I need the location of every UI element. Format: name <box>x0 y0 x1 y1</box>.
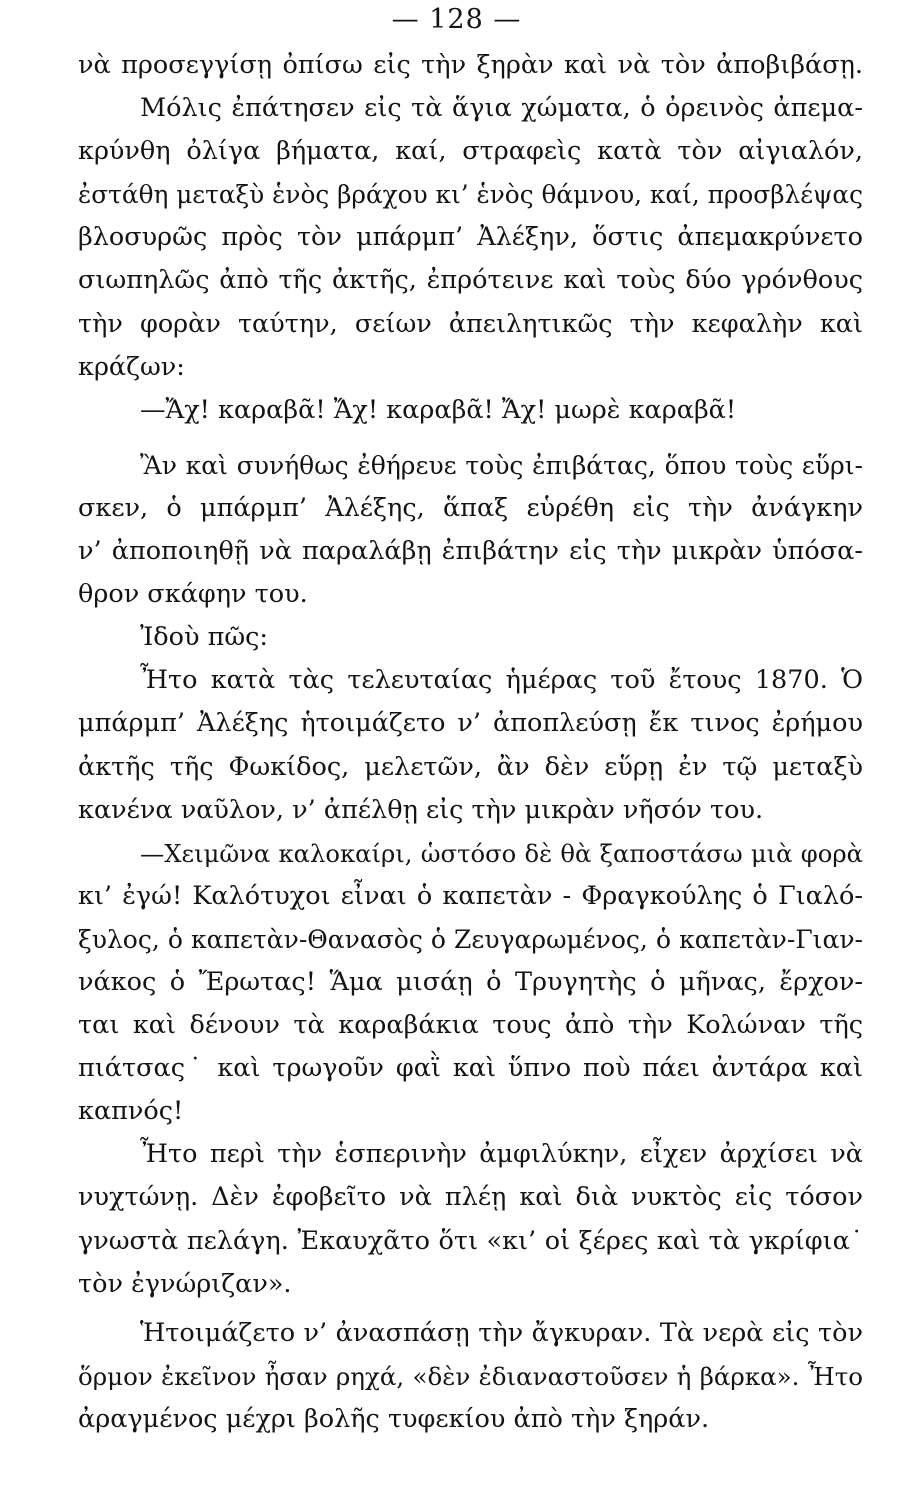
text-line: ξυλος, ὁ καπετὰν-Θανασὸς ὁ Ζευγαρωμένος, ὁ καπετὰν-Γιαν- <box>78 924 863 954</box>
text-line: θρον σκάφην του. <box>78 579 308 610</box>
text-line: Ἡτοιμάζετο ν’ ἀνασπάσῃ τὴν ἄγκυραν. Τὰ νερὰ εἰς τὸν <box>140 1317 863 1348</box>
text-line: κανένα ναῦλον, ν’ ἀπέλθῃ εἰς τὴν μικρὰν νῆσόν του. <box>78 794 764 825</box>
text-line: Ἰδοὺ πῶς: <box>140 622 269 653</box>
text-line: ν’ ἀποποιηθῇ νὰ παραλάβῃ ἐπιβάτην εἰς τὴν μικρὰν ὑπόσα- <box>78 536 863 567</box>
text-line: κι’ ἐγώ! Καλότυχοι εἶναι ὁ καπετὰν - Φραγκούλης ὁ Γιαλό- <box>78 880 863 911</box>
text-line: ἀραγμένος μέχρι βολῆς τυφεκίου ἀπὸ τὴν ξηράν. <box>78 1403 710 1434</box>
text-line: —Χειμῶνα καλοκαίρι, ὡστόσο δὲ θὰ ξαποστάσω μιὰ φορὰ <box>140 838 863 868</box>
text-line: κράζων: <box>78 351 185 382</box>
text-line: νάκος ὁ Ἔρωτας! Ἅμα μισάῃ ὁ Τρυγητὴς ὁ μῆνας, ἔρχον- <box>78 966 863 997</box>
text-line: τὸν ἐγνώριζαν». <box>78 1268 292 1299</box>
text-line: καπνός! <box>78 1096 184 1127</box>
text-line: πιάτσας˙ καὶ τρωγοῦν φαῒ καὶ ὕπνο ποὺ πάει ἀντάρα καὶ <box>78 1053 863 1084</box>
text-line: Ἦτο κατὰ τὰς τελευταίας ἡμέρας τοῦ ἔτους 1870. Ὁ <box>140 665 863 696</box>
text-line: νυχτώνῃ. Δὲν ἐφοβεῖτο νὰ πλέῃ καὶ διὰ νυκτὸς εἰς τόσον <box>78 1182 863 1213</box>
body-text <box>78 44 863 1441</box>
text-line: —Ἄχ! καραβᾶ! Ἄχ! καραβᾶ! Ἄχ! μωρὲ καραβᾶ! <box>140 394 737 425</box>
text-line: κρύνθη ὀλίγα βήματα, καί, στραφεὶς κατὰ τὸν αἰγιαλόν, <box>78 136 863 167</box>
text-line: ὅρμον ἐκεῖνον ἦσαν ρηχά, «δὲν ἐδιαναστοῦσεν ἡ βάρκα». Ἦτο <box>78 1361 863 1391</box>
text-line: σκεν, ὁ μπάρμπ’ Ἀλέξης, ἅπαξ εὑρέθη εἰς τὴν ἀνάγκην <box>78 492 863 523</box>
text-line: ἐστάθη μεταξὺ ἑνὸς βράχου κι’ ἑνὸς θάμνου, καί, προσβλέψας <box>78 180 863 210</box>
text-line: ἀκτῆς τῆς Φωκίδος, μελετῶν, ἂν δὲν εὕρῃ ἐν τῷ μεταξὺ <box>78 751 863 782</box>
text-line: βλοσυρῶς πρὸς τὸν μπάρμπ’ Ἀλέξην, ὅστις ἀπεμακρύνετο <box>78 222 863 253</box>
text-line: τὴν φορὰν ταύτην, σείων ἀπειλητικῶς τὴν κεφαλὴν καὶ <box>78 308 863 339</box>
page-number: — 128 — <box>391 4 522 35</box>
text-line: Ἦτο περὶ τὴν ἑσπερινὴν ἀμφιλύκην, εἶχεν ἀρχίσει νὰ <box>140 1139 863 1170</box>
text-line: νὰ προσεγγίσῃ ὀπίσω εἰς τὴν ξηρὰν καὶ νὰ τὸν ἀποβιβάσῃ. <box>78 50 863 80</box>
text-line: ται καὶ δένουν τὰ καραβάκια τους ἀπὸ τὴν Κολώναν τῆς <box>78 1010 863 1041</box>
text-line: Μόλις ἐπάτησεν εἰς τὰ ἅγια χώματα, ὁ ὀρεινὸς ἀπεμα- <box>140 93 863 124</box>
text-line: σιωπηλῶς ἀπὸ τῆς ἀκτῆς, ἐπρότεινε καὶ τοὺς δύο γρόνθους <box>78 265 863 296</box>
text-line: μπάρμπ’ Ἀλέξης ἡτοιμάζετο ν’ ἀποπλεύσῃ ἔκ τινος ἐρήμου <box>78 708 863 739</box>
text-line: Ἂν καὶ συνήθως ἐθήρευε τοὺς ἐπιβάτας, ὅπου τοὺς εὕρι- <box>140 450 863 480</box>
text-line: γνωστὰ πελάγη. Ἐκαυχᾶτο ὅτι «κι’ οἱ ξέρες καὶ τὰ γκρίφια˙ <box>78 1225 863 1256</box>
